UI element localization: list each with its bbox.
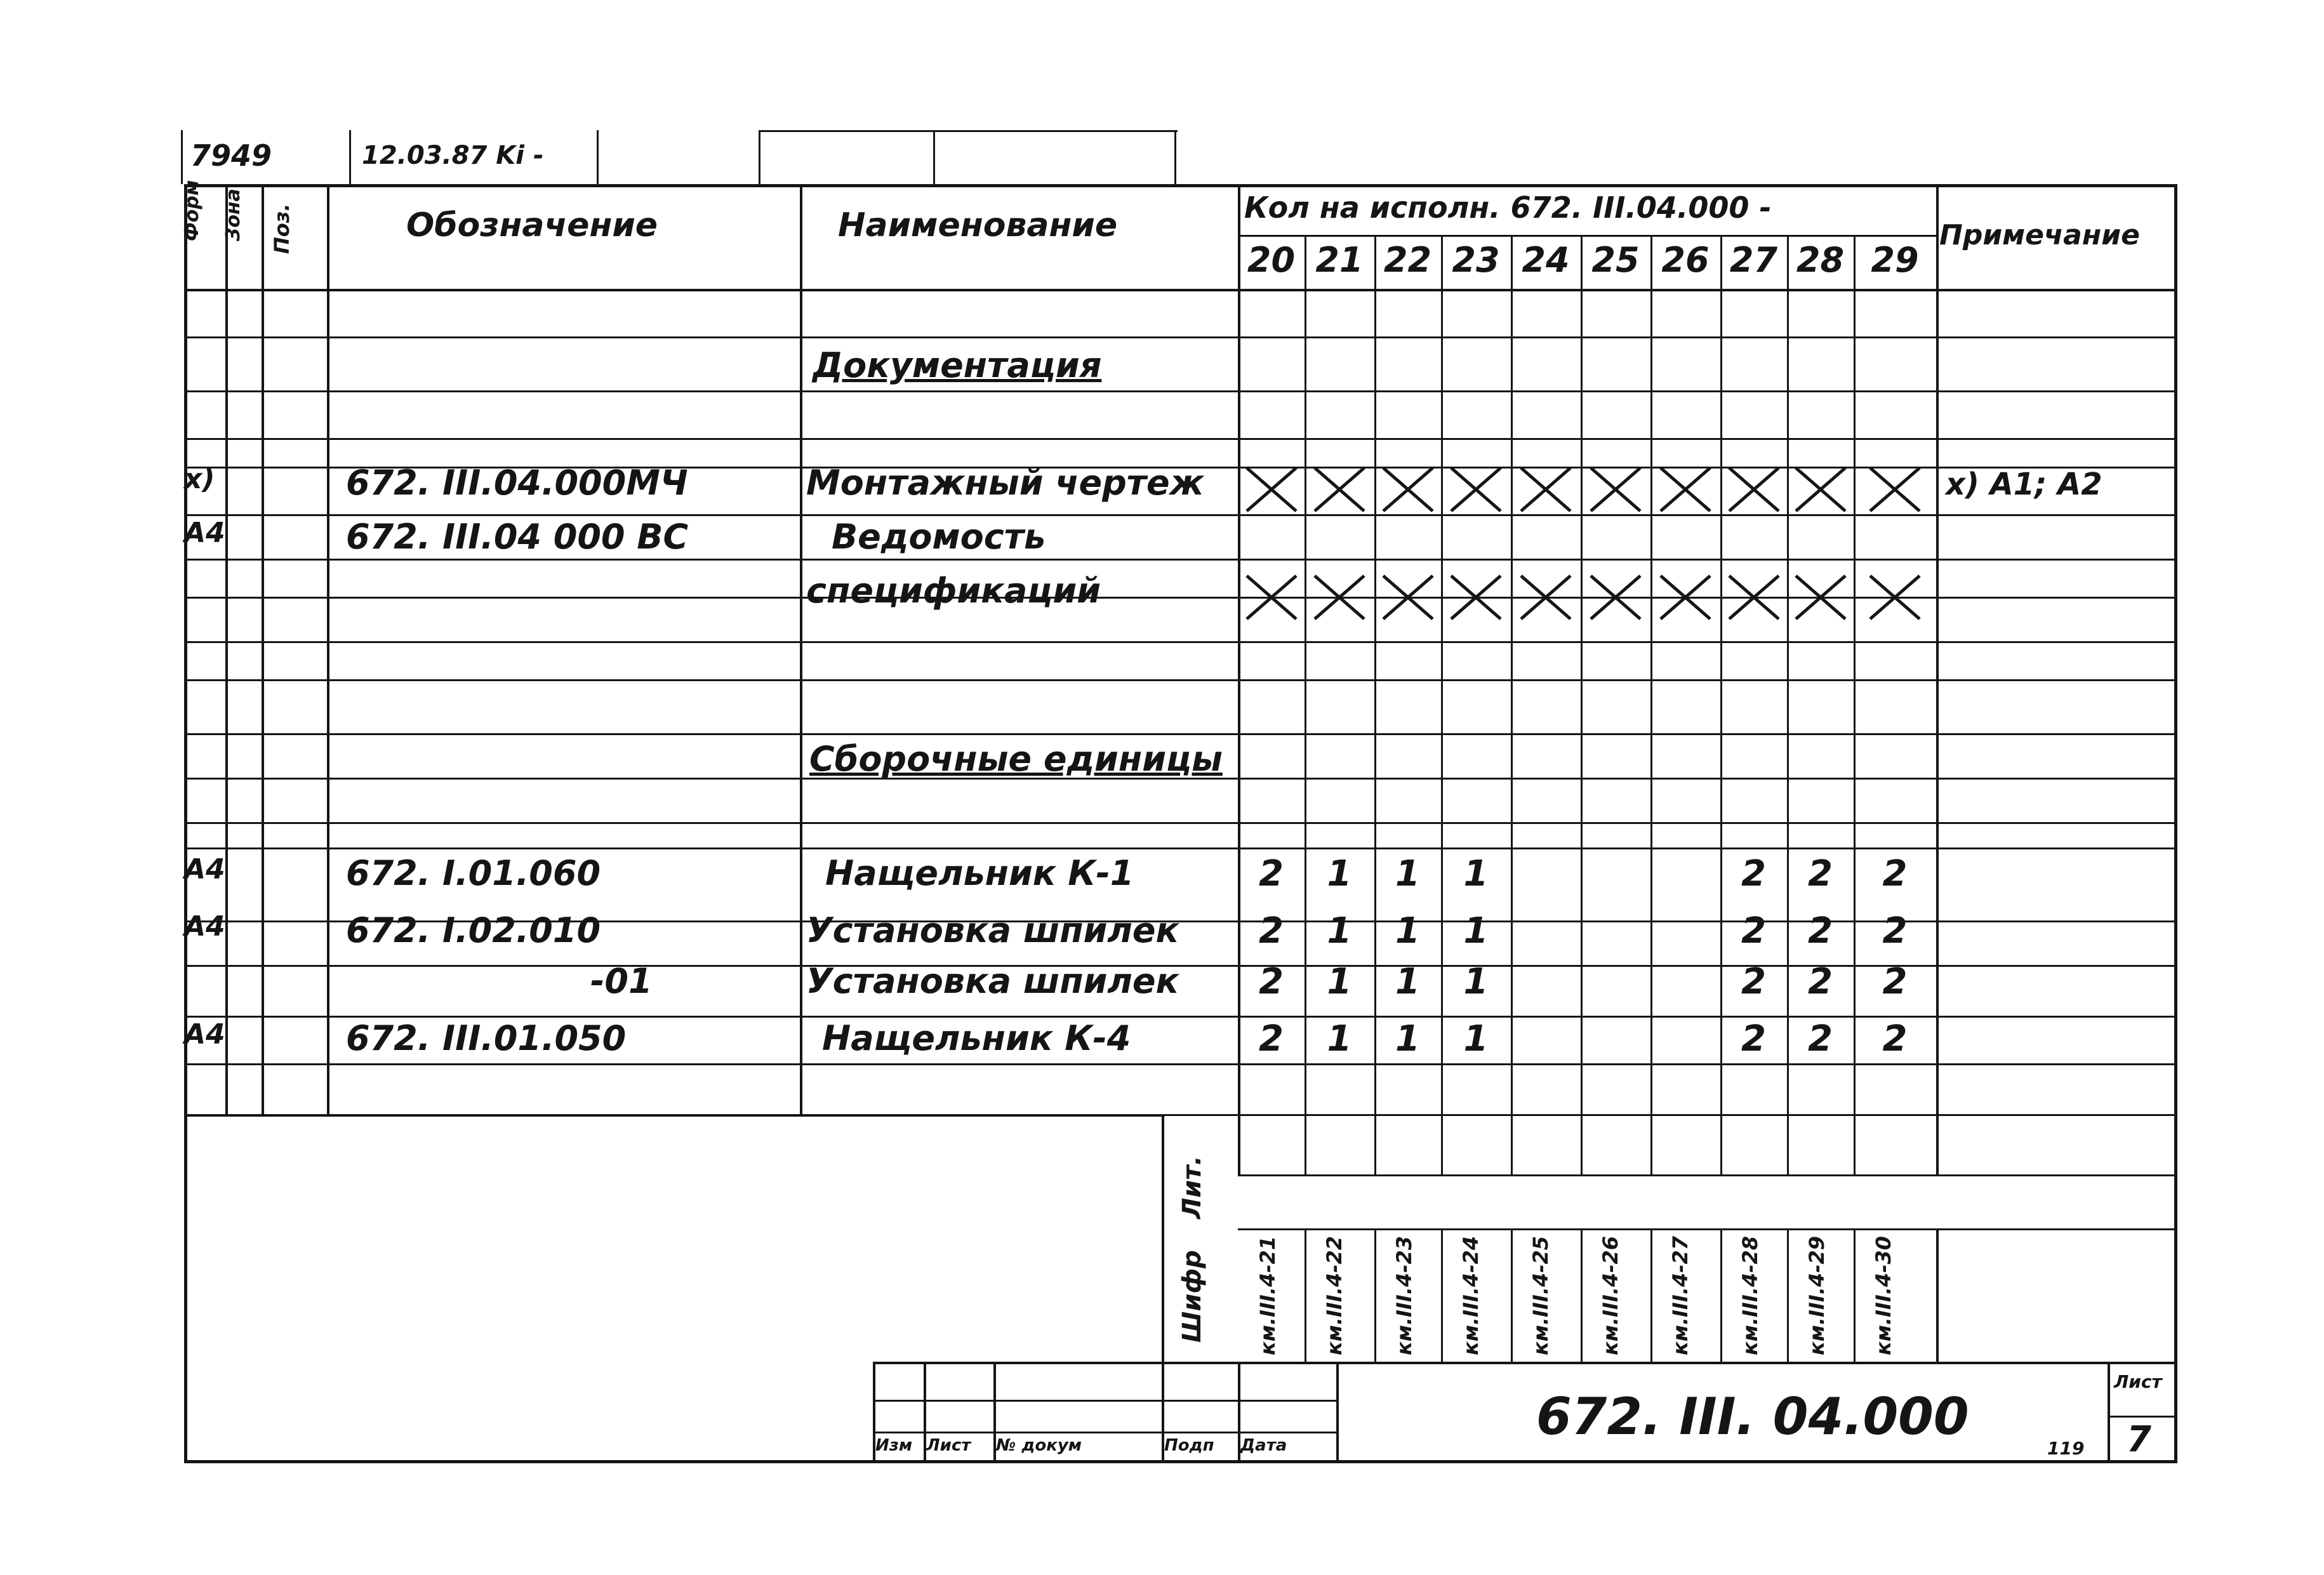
cipher-cell: км.III.4-28 [1738, 1236, 1762, 1355]
quantity-cell: 1 [1327, 853, 1352, 894]
sheet-box-line [2108, 1416, 2177, 1418]
variant-header: 28 [1796, 240, 1845, 280]
title-block-line [1336, 1362, 1339, 1463]
row-line [184, 390, 2177, 392]
cipher-line [1305, 1228, 1306, 1362]
name-cell: спецификаций [806, 571, 1101, 611]
note-cell: x) А1; А2 [1946, 467, 2102, 502]
cross-mark-icon [1311, 464, 1368, 515]
cross-mark-icon [1379, 572, 1437, 623]
quantity-cell: 1 [1395, 910, 1420, 952]
variant-header: 29 [1871, 240, 1919, 280]
document-number: 672. III. 04.000 [1536, 1387, 1969, 1446]
title-block-col-label: Изм [875, 1436, 913, 1455]
cipher-cell: км.III.4-27 [1668, 1236, 1692, 1355]
cross-mark-icon [1243, 464, 1300, 515]
cross-mark-icon [1447, 572, 1504, 623]
quantity-cell: 2 [1741, 853, 1766, 894]
quantity-cell: 2 [1741, 910, 1766, 952]
quantity-cell: 1 [1463, 961, 1489, 1002]
cipher-label: Шифр [1178, 1250, 1207, 1343]
format-cell: А4 [184, 517, 225, 549]
cross-mark-icon [1725, 572, 1783, 623]
row-line [184, 1063, 2177, 1065]
column-line [800, 184, 802, 1114]
variant-header: 26 [1661, 240, 1710, 280]
title-block-row [873, 1400, 1336, 1402]
name-cell: Установка шпилек [806, 910, 1179, 950]
designation-header: Обозначение [406, 206, 658, 244]
designation-cell: 672. III.01.050 [346, 1018, 627, 1058]
pos-header: Поз. [270, 203, 294, 254]
frame-bottom [184, 1460, 2177, 1463]
stamp-line [597, 130, 599, 184]
cipher-cell: км.III.4-24 [1459, 1236, 1483, 1355]
quantity-cell: 2 [1259, 961, 1284, 1002]
row-line [184, 733, 2177, 735]
cross-mark-icon [1725, 464, 1783, 515]
cross-mark-icon [1657, 572, 1714, 623]
name-header: Наименование [838, 206, 1118, 244]
format-cell: x) [184, 463, 215, 495]
variant-line [1511, 235, 1513, 1174]
variant-line [1581, 235, 1583, 1174]
row-line [184, 438, 2177, 440]
stamp-line [759, 130, 760, 184]
quantity-cell: 2 [1741, 961, 1766, 1002]
quantity-cell: 1 [1463, 910, 1489, 952]
quantity-cell: 2 [1259, 910, 1284, 952]
title-block-top [873, 1362, 2177, 1364]
variant-header-line [1238, 235, 1936, 237]
name-cell: Ведомость [832, 517, 1046, 557]
quantity-cell: 1 [1463, 1018, 1489, 1060]
title-block-row [873, 1432, 1336, 1433]
quantity-cell: 1 [1463, 853, 1489, 894]
quantity-cell: 2 [1882, 961, 1908, 1002]
cross-mark-icon [1517, 464, 1574, 515]
row-line [184, 822, 2177, 824]
cipher-line [1854, 1228, 1856, 1362]
cipher-cell: км.III.4-26 [1598, 1236, 1623, 1355]
zone-header: Зона [222, 189, 244, 241]
sheet-box-line [2108, 1362, 2110, 1463]
cross-mark-icon [1517, 572, 1574, 623]
cipher-line [1511, 1228, 1513, 1362]
variant-header: 22 [1383, 240, 1432, 280]
quantity-header: Кол на исполн. 672. III.04.000 - [1244, 190, 1772, 225]
title-block-col-label: Дата [1240, 1436, 1287, 1455]
stamp-line [349, 130, 351, 184]
quantity-cell: 2 [1741, 1018, 1766, 1060]
header-bottom-line [184, 289, 2177, 291]
lower-line [1238, 1228, 2177, 1230]
cipher-cell: км.III.4-25 [1529, 1236, 1553, 1355]
quantity-cell: 2 [1259, 853, 1284, 894]
cipher-cell: км.III.4-23 [1392, 1236, 1416, 1355]
quantity-cell: 1 [1395, 853, 1420, 894]
variant-header: 23 [1452, 240, 1500, 280]
title-block-col-label: Подп [1164, 1436, 1214, 1455]
cross-mark-icon [1866, 572, 1923, 623]
cipher-line [1787, 1228, 1789, 1362]
column-line [327, 184, 329, 1114]
cross-mark-icon [1792, 464, 1849, 515]
lit-label: Лит. [1178, 1155, 1207, 1219]
column-line [262, 184, 264, 1114]
cross-mark-icon [1866, 464, 1923, 515]
column-line [225, 184, 228, 1114]
quantity-cell: 1 [1327, 961, 1352, 1002]
variant-header: 27 [1729, 240, 1778, 280]
variant-line [1650, 235, 1652, 1174]
name-cell: Нащельник К-4 [822, 1018, 1131, 1058]
format-cell: А4 [184, 853, 225, 886]
cipher-cell: км.III.4-29 [1805, 1236, 1829, 1355]
cross-mark-icon [1587, 464, 1644, 515]
cross-mark-icon [1587, 572, 1644, 623]
cross-mark-icon [1447, 464, 1504, 515]
cross-mark-icon [1311, 572, 1368, 623]
quantity-cell: 2 [1808, 853, 1833, 894]
cipher-line [1441, 1228, 1443, 1362]
cipher-line [1581, 1228, 1583, 1362]
lower-line [1238, 1174, 2177, 1176]
page-reference: 119 [2047, 1438, 2085, 1459]
quantity-cell: 1 [1395, 961, 1420, 1002]
stamp-line [933, 130, 935, 184]
note-header: Примечание [1939, 219, 2140, 251]
quantity-cell: 2 [1808, 910, 1833, 952]
stamp-line [759, 130, 1178, 132]
quantity-cell: 1 [1327, 1018, 1352, 1060]
cipher-cell: км.III.4-21 [1256, 1236, 1280, 1355]
format-header: Форм [181, 180, 203, 241]
quantity-cell: 2 [1882, 853, 1908, 894]
stamp-line [181, 130, 183, 184]
row-line [184, 1016, 2177, 1018]
cross-mark-icon [1243, 572, 1300, 623]
sheet-label: Лист [2114, 1371, 2162, 1392]
row-line [184, 847, 2177, 849]
cipher-cell: км.III.4-30 [1871, 1236, 1896, 1355]
quantity-cell: 2 [1882, 1018, 1908, 1060]
quantity-cell: 2 [1808, 961, 1833, 1002]
cross-mark-icon [1379, 464, 1437, 515]
name-cell: Монтажный чертеж [806, 463, 1204, 503]
quantity-cell: 2 [1259, 1018, 1284, 1060]
format-cell: А4 [184, 910, 225, 943]
row-line [184, 641, 2177, 643]
cipher-line [1374, 1228, 1376, 1362]
designation-cell: 672. III.04.000МЧ [346, 463, 688, 503]
designation-cell: 672. I.01.060 [346, 853, 601, 893]
lit-column-line [1162, 1114, 1164, 1362]
cipher-line [1936, 1228, 1939, 1362]
variant-header: 20 [1247, 240, 1296, 280]
quantity-cell: 1 [1327, 910, 1352, 952]
variant-header: 21 [1315, 240, 1364, 280]
quantity-cell: 1 [1395, 1018, 1420, 1060]
designation-cell: -01 [590, 961, 653, 1001]
title-block-col-label: Лист [926, 1436, 971, 1455]
name-cell: Установка шпилек [806, 961, 1179, 1001]
stamp-date: 12.03.87 Ki - [362, 141, 544, 170]
cipher-cell: км.III.4-22 [1322, 1236, 1346, 1355]
name-cell: Сборочные единицы [809, 739, 1223, 779]
variant-header: 25 [1591, 240, 1640, 280]
designation-cell: 672. III.04 000 ВС [346, 517, 689, 557]
format-cell: А4 [184, 1018, 225, 1051]
stamp-number: 7949 [190, 138, 272, 173]
cross-mark-icon [1792, 572, 1849, 623]
sheet-number: 7 [2127, 1419, 2151, 1460]
cross-mark-icon [1657, 464, 1714, 515]
cipher-line [1720, 1228, 1722, 1362]
designation-cell: 672. I.02.010 [346, 910, 601, 950]
row-line [184, 336, 2177, 338]
notes-box-top [184, 1114, 1165, 1117]
row-line [184, 559, 2177, 561]
name-cell: Нащельник К-1 [825, 853, 1134, 893]
row-line [184, 679, 2177, 681]
quantity-cell: 2 [1882, 910, 1908, 952]
title-block-col-label: № докум [996, 1436, 1082, 1455]
variant-header: 24 [1522, 240, 1570, 280]
quantity-cell: 2 [1808, 1018, 1833, 1060]
frame-top [184, 184, 2177, 187]
cipher-line [1650, 1228, 1652, 1362]
name-cell: Документация [813, 345, 1102, 385]
stamp-line [1174, 130, 1176, 184]
